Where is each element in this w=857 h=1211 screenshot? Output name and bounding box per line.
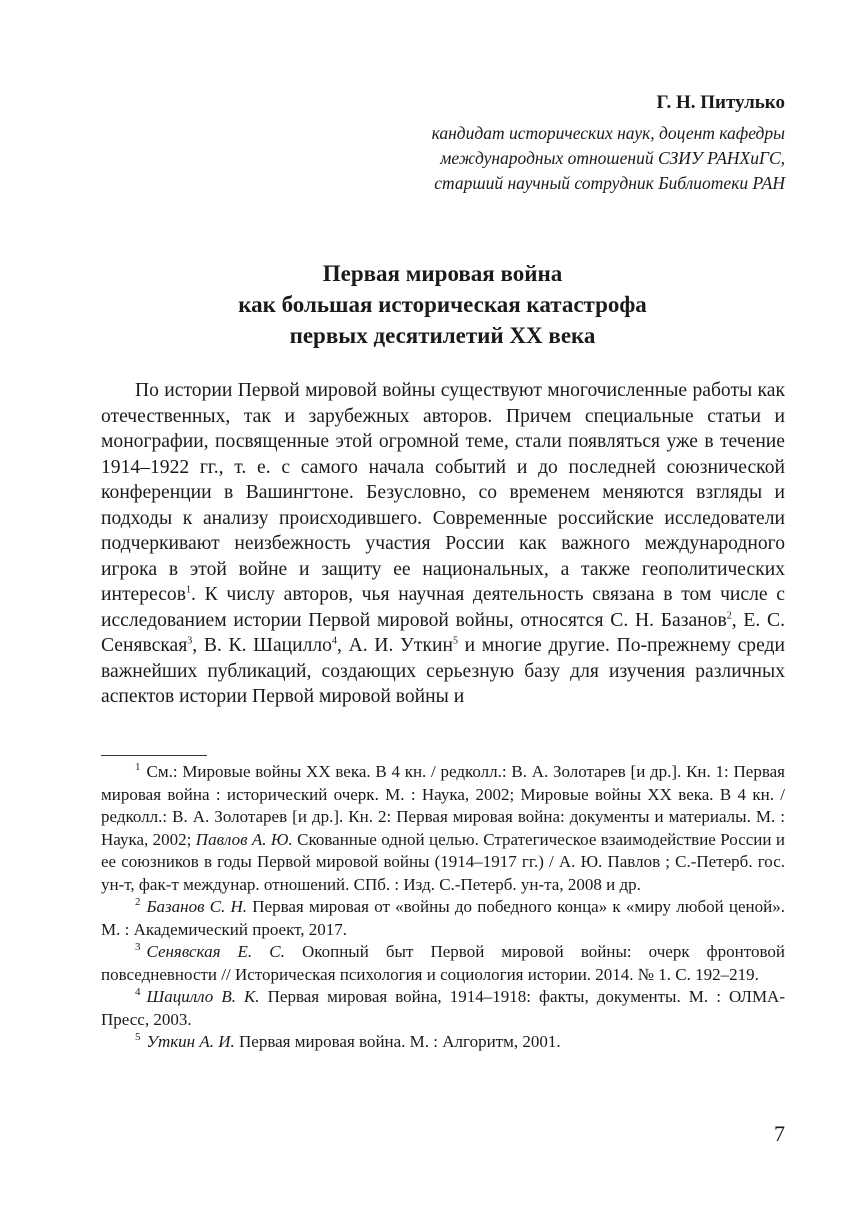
author-affiliation: [432, 121, 785, 196]
title-line: Первая мировая война: [322, 261, 563, 286]
body-text: , Е. С. Сенявская: [101, 609, 785, 656]
author-name: Г. Н. Питулько: [656, 92, 785, 113]
footnote-divider: [101, 755, 207, 756]
title-line: первых десятилетий XX века: [289, 323, 596, 348]
footnote-author: Сенявская Е. С.: [146, 942, 285, 961]
footnote: [101, 1031, 785, 1054]
footnote-number: 2: [135, 896, 141, 909]
footnote-text: Первая мировая война, 1914–1918: факты, документы. М. : ОЛМА-Пресс, 2003.: [101, 987, 785, 1029]
footnote-number: 4: [135, 986, 141, 999]
footnote: [101, 941, 785, 986]
footnote-text: Первая мировая от «войны до победного конца» к «миру любой ценой». М. : Академический проект, 2017.: [101, 897, 785, 939]
article-title: [0, 258, 857, 351]
footnote-author: Шацилло В. К.: [146, 987, 260, 1006]
footnote-ref: 2: [726, 609, 732, 621]
footnote: [101, 761, 785, 896]
affiliation-line: кандидат исторических наук, доцент кафедры: [431, 123, 785, 143]
footnote-number: 3: [135, 941, 141, 954]
footnote-number: 5: [135, 1031, 141, 1044]
footnote-text: Окопный быт Первой мировой войны: очерк фронтовой повседневности // Историческая психология и социология истории. 2014. № 1. С. 192–219.: [101, 942, 785, 984]
body-text: . К числу авторов, чья научная деятельность связана в том числе с исследованием истории Первой мировой войны, относятся С. Н. Базанов: [101, 584, 785, 631]
affiliation-line: старший научный сотрудник Библиотеки РАН: [434, 173, 785, 193]
footnote-text: Скованные одной целью. Стратегическое взаимодействие России и ее союзников в годы Первой мировой войны (1914–1917 гг.) / А. Ю. Павлов ; С.-Петерб. гос. ун-т, фак-т междунар. отношений. СПб. : Изд. С.-Петерб. ун-та, 2008 и др.: [101, 829, 786, 894]
footnote-ref: 1: [185, 584, 191, 596]
body-paragraph: [101, 378, 785, 710]
footnote-author: Базанов С. Н.: [146, 897, 248, 916]
title-line: как большая историческая катастрофа: [238, 292, 647, 317]
body-text: и многие другие. По-прежнему среди важнейших публикаций, создающих серьезную базу для изучения различных аспектов истории Первой мировой войны и: [101, 635, 785, 707]
footnote-author: Павлов А. Ю.: [195, 829, 293, 849]
body-text: , В. К. Шацилло: [192, 635, 332, 656]
article-body: [101, 378, 785, 710]
footnotes: [101, 761, 785, 1054]
footnote-ref: 4: [331, 635, 337, 647]
footnote-ref: 3: [187, 635, 193, 647]
body-text: По истории Первой мировой войны существуют многочисленные работы как отечественных, так и зарубежных авторов. Причем специальные статьи и монографии, посвященные этой огромной теме, стали появляться уже в течение 1914–1922 гг., т. е. с самого начала событий и до последней союзнической конференции в Вашингтоне. Безусловно, со временем меняются взгляды и подходы к анализу происходившего. Современные российские исследователи подчеркивают неизбежность участия России как важного международного игрока в этой войне и защиту ее национальных, а также геополитических интересов: [101, 380, 785, 605]
affiliation-line: международных отношений СЗИУ РАНХиГС,: [440, 148, 785, 168]
footnote-text: См.: Мировые войны XX века. В 4 кн. / редколл.: В. А. Золотарев [и др.]. Кн. 1: Первая мировая война : исторический очерк. М. : Наука, 2002; Мировые войны XX века. В 4 кн. / редколл.: В. А. Золотарев [и др.]. Кн. 2: Первая мировая война: документы и материалы. М. : Наука, 2002;: [101, 762, 785, 849]
footnote-number: 1: [135, 761, 141, 774]
footnote: [101, 896, 785, 941]
footnote-author: Уткин А. И.: [146, 1032, 235, 1051]
footnote-ref: 5: [452, 635, 458, 647]
body-text: , А. И. Уткин: [336, 635, 453, 656]
footnote-text: Первая мировая война. М. : Алгоритм, 2001.: [234, 1032, 561, 1051]
footnote: [101, 986, 785, 1031]
page-number: 7: [774, 1121, 785, 1146]
